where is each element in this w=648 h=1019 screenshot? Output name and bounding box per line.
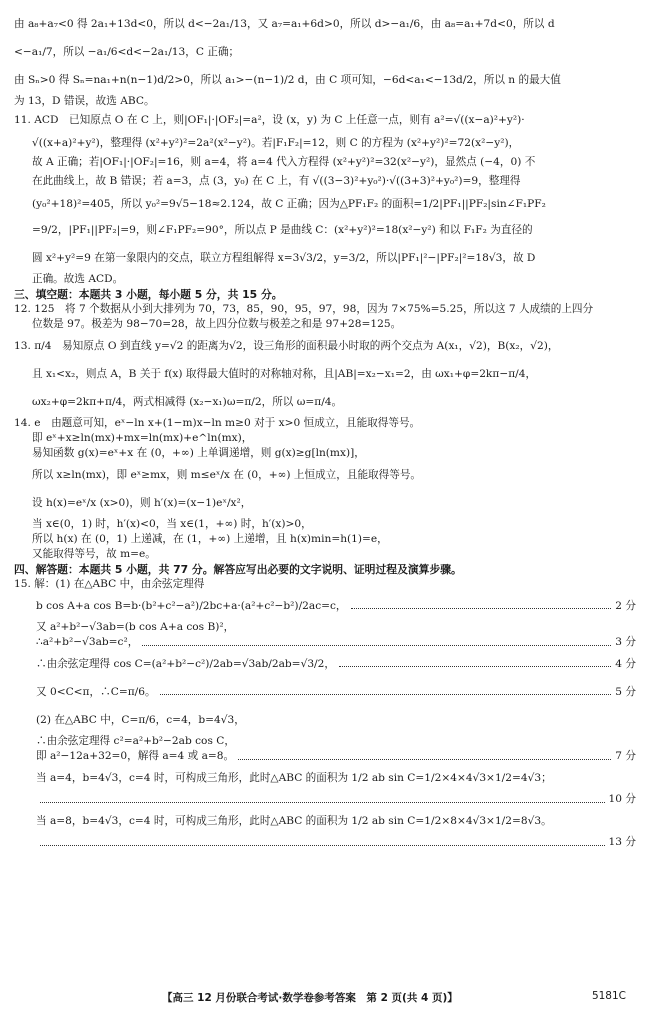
text-line: 圆 x²+y²=9 在第一象限内的交点，联立方程组解得 x=3√3/2，y=3/2，所以|PF₁|²−|PF₂|²=18√3，故 D [32,252,536,264]
text-line: 即 eˣ+x≥ln(mx)+mx=ln(mx)+e^ln(mx)， [32,432,253,444]
text-line: =9/2，|PF₁||PF₂|=9，则∠F₁PF₂=90°，所以点 P 是曲线 C：(x²+y²)²=18(x²−y²) 和以 F₁F₂ 为直径的 [32,224,533,236]
text-line: 当 x∈(0，1) 时，h′(x)<0，当 x∈(1，+∞) 时，h′(x)>0， [32,518,312,530]
scored-line [14,678,636,706]
text-line: 11. ACD 已知原点 O 在 C 上，则|OF₁|·|OF₂|=a²，设 (x，y) 为 C 上任意一点，则有 a²=√((x−a)²+y²)· [14,114,525,126]
text-line: 正确。故选 ACD。 [32,273,124,285]
text-line: b cos A+a cos B=b·(b²+c²−a²)/2bc+a·(a²+c²−b²)/2ac=c， [36,600,347,612]
scored-line [14,592,636,620]
score-label: 5 分 [615,686,636,698]
text-line: 12. 125 将 7 个数据从小到大排列为 70，73，85，90，95，97，98，因为 7×75%=5.25，所以这 7 人成绩的上四分 [14,303,594,315]
text-line: √((x+a)²+y²)，整理得 (x²+y²)²=2a²(x²−y²)。若|F₁F₂|=12，则 C 的方程为 (x²+y²)²=72(x²−y²)， [32,137,520,149]
text-line: 易知函数 g(x)=eˣ+x 在 (0，+∞) 上单调递增，则 g(x)≥g[ln(mx)]， [32,447,365,459]
dot-leader [160,693,612,695]
dot-leader [40,844,605,846]
text-line: ∴由余弦定理得 cos C=(a²+b²−c²)/2ab=√3ab/2ab=√3/2， [36,658,335,670]
text-line: 14. e 由题意可知，eˣ−ln x+(1−m)x−ln m≥0 对于 x>0 恒成立，且能取得等号。 [14,417,421,429]
scored-line [14,792,636,807]
text-line: 位数是 97。极差为 98−70=28，故上四分位数与极差之和是 97+28=125。 [32,318,402,330]
section-heading: 三、填空题：本题共 3 小题，每小题 5 分，共 15 分。 [14,288,283,301]
text-line: 13. π/4 易知原点 O 到直线 y=√2 的距离为√2，设三角形的面积最小时取的两个交点为 A(x₁，√2)，B(x₂，√2)， [14,340,559,352]
footer-code: 5181C [591,990,626,1002]
dot-leader [40,801,605,803]
text-line: 所以 x≥ln(mx)，即 eˣ≥mx，则 m≤eˣ/x 在 (0，+∞) 上恒成立，且能取得等号。 [32,469,422,481]
score-label: 3 分 [615,636,636,648]
page-footer [0,990,648,1008]
dot-leader [351,607,612,609]
score-label: 10 分 [608,793,636,805]
text-line: 故 A 正确；若|OF₁|·|OF₂|=16，则 a=4，将 a=4 代入方程得 (x²+y²)²=32(x²−y²)，显然点 (−4，0) 不 [32,156,536,168]
text-line: ∴a²+b²−√3ab=c²， [36,636,139,648]
text-line: 又能取得等号，故 m=e。 [32,548,156,560]
text-line: 15. 解：(1) 在△ABC 中，由余弦定理得 [14,578,205,590]
text-line: ωx₂+φ=2kπ+π/4，两式相减得 (x₂−x₁)ω=π/2，所以 ω=π/4。 [32,396,343,408]
scored-line [14,749,636,764]
text-line: <−a₁/7，所以 −a₁/6<d<−2a₁/13，C 正确； [14,46,240,58]
text-line: 由 a₈+a₇<0 得 2a₁+13d<0，所以 d<−2a₁/13，又 a₇=a₁+6d>0，所以 d>−a₁/6，由 a₈=a₁+7d<0，所以 d [14,18,555,30]
text-line: 为 13，D 错误，故选 ABC。 [14,95,155,107]
scored-line [14,835,636,850]
dot-leader [142,644,611,646]
text-line: 所以 h(x) 在 (0，1) 上递减，在 (1，+∞) 上递增，且 h(x)min=h(1)=e， [32,533,388,545]
text-line: 即 a²−12a+32=0，解得 a=4 或 a=8。 [36,750,235,762]
score-label: 4 分 [615,658,636,670]
text-line: 当 a=4，b=4√3，c=4 时，可构成三角形，此时△ABC 的面积为 1/2 ab sin C=1/2×4×4√3×1/2=4√3； [36,772,552,784]
dot-leader [238,758,611,760]
text-line: ∴由余弦定理得 c²=a²+b²−2ab cos C， [36,735,235,747]
score-label: 2 分 [615,600,636,612]
footer-title: 【高三 12 月份联合考试·数学卷参考答案 第 2 页(共 4 页)】 [162,992,458,1004]
text-line: 当 a=8，b=4√3，c=4 时，可构成三角形，此时△ABC 的面积为 1/2 ab sin C=1/2×8×4√3×1/2=8√3。 [36,815,552,827]
text-line: 又 a²+b²−√3ab=(b cos A+a cos B)²， [36,621,235,633]
text-line: 且 x₁<x₂，则点 A，B 关于 f(x) 取得最大值时的对称轴对称，且|AB|=x₂−x₁=2，由 ωx₁+φ=2kπ−π/4， [32,368,537,380]
text-line: (y₀²+18)²=405，所以 y₀²=9√5−18≈2.124，故 C 正确；因为△PF₁F₂ 的面积=1/2|PF₁||PF₂|sin∠F₁PF₂ [32,198,546,210]
text-line: 在此曲线上，故 B 错误；若 a=3，点 (3，y₀) 在 C 上，有 √((3−3)²+y₀²)·√((3+3)²+y₀²)=9，整理得 [32,175,521,187]
text-line: (2) 在△ABC 中，C=π/6，c=4，b=4√3， [36,714,245,726]
dot-leader [339,665,611,667]
score-label: 13 分 [608,836,636,848]
text-line: 又 0<C<π，∴C=π/6。 [36,686,156,698]
scored-line [14,635,636,650]
score-label: 7 分 [615,750,636,762]
section-heading: 四、解答题：本题共 5 小题，共 77 分。解答应写出必要的文字说明、证明过程及演算步骤。 [14,563,462,576]
scored-line [14,650,636,678]
answer-page [14,10,636,850]
text-line: 设 h(x)=eˣ/x (x>0)，则 h′(x)=(x−1)eˣ/x²， [32,497,252,509]
text-line: 由 Sₙ>0 得 Sₙ=na₁+n(n−1)d/2>0，所以 a₁>−(n−1)/2 d，由 C 项可知，−6d<a₁<−13d/2，所以 n 的最大值 [14,74,561,86]
